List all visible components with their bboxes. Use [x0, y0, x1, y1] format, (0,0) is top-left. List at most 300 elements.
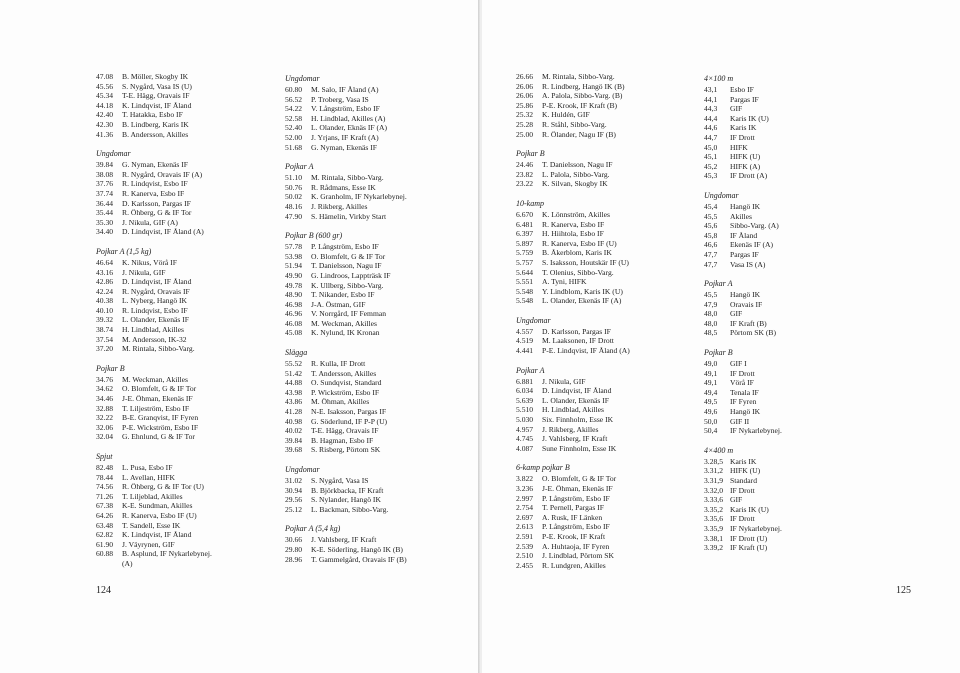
result-value: 37.54: [96, 334, 114, 344]
athlete-club: L. Olander, Ekenäs IF: [122, 315, 189, 325]
result-value: 48,5: [704, 328, 718, 338]
result-row: [516, 170, 630, 180]
result-value: 30.94: [285, 485, 303, 495]
result-value: 39.84: [96, 160, 114, 170]
section-heading: 6-kamp pojkar B: [516, 463, 570, 473]
athlete-club: R. Lindqvist, Esbo IF: [122, 305, 188, 315]
athlete-club: T. Nikander, Esbo IF: [311, 290, 375, 300]
athlete-club: B. Åkerblom, Karis IK: [542, 248, 612, 258]
result-value: 6.481: [516, 219, 534, 229]
result-row: [516, 346, 630, 356]
athlete-club: D. Karlsson, Pargas IF: [542, 326, 611, 336]
athlete-club: K. Silvan, Skogby IK: [542, 179, 608, 189]
result-value: 4.519: [516, 336, 534, 346]
athlete-club: IF Nykarlebynej.: [730, 426, 782, 436]
athlete-club: P-E. Krook, IF Kraft: [542, 531, 606, 541]
athlete-club: Y. Lindblom, Karis IK (U): [542, 286, 623, 296]
result-value: 40.10: [96, 305, 114, 315]
result-row: [96, 101, 212, 111]
result-row: [516, 503, 630, 513]
athlete-club: GIF: [730, 309, 743, 319]
athlete-club: Standard: [730, 476, 757, 485]
athlete-club: K. Huldén, GIF: [542, 110, 590, 120]
result-row: [516, 72, 630, 82]
result-row: [704, 152, 782, 162]
athlete-club: J-E. Öhman, Ekenäs IF: [542, 484, 613, 493]
result-row: [704, 171, 782, 181]
athlete-club: K-E. Sundman, Akilles: [122, 501, 193, 511]
result-row: [285, 143, 407, 153]
result-row: [704, 505, 782, 515]
result-value: 46.96: [285, 309, 303, 319]
athlete-club: S. Hämelin, Virkby Start: [311, 211, 387, 221]
athlete-club: K. Lönnström, Akilles: [542, 209, 610, 219]
result-row: [285, 300, 407, 310]
result-value: 5.757: [516, 257, 534, 267]
athlete-club: HIFK (A): [730, 161, 761, 171]
right-column-1: [516, 72, 630, 570]
athlete-club: HIFK: [730, 142, 748, 152]
result-value: 53.98: [285, 251, 303, 261]
result-row: [285, 114, 407, 124]
result-value: 3.39,2: [704, 543, 723, 553]
result-row: [704, 133, 782, 143]
result-row: [285, 417, 407, 427]
athlete-club: J. Rikberg, Akilles: [311, 201, 368, 211]
section-heading: Pojkar B (600 gr): [285, 231, 343, 241]
result-row: [704, 495, 782, 505]
result-row: [96, 218, 212, 228]
section-heading: Ungdomar: [516, 315, 551, 325]
result-row: [516, 91, 630, 101]
result-row: [704, 260, 782, 270]
result-row: [704, 290, 782, 300]
athlete-club: Vörå IF: [730, 378, 754, 388]
athlete-club: Hangö IK: [730, 201, 761, 211]
section-heading: Pojkar B: [704, 348, 733, 358]
result-value: 5.030: [516, 415, 534, 425]
section-heading: Pojkar B: [516, 149, 545, 159]
result-row: [704, 319, 782, 329]
result-row: [285, 359, 407, 369]
result-value: 47,7: [704, 249, 718, 259]
athlete-club: R. Kanerva, Esbo IF (U): [542, 238, 617, 248]
result-row: [516, 287, 630, 297]
athlete-club: D. Karlsson, Pargas IF: [122, 198, 191, 208]
athlete-club: IF Kraft (B): [730, 318, 767, 328]
result-value: 54.22: [285, 104, 303, 114]
athlete-club: J. Nikula, GIF: [542, 376, 586, 386]
result-value: 43.16: [96, 267, 114, 277]
result-row: [704, 202, 782, 212]
athlete-club: L. Olander, Ekenäs IF (A): [542, 296, 622, 306]
athlete-club: GIF: [730, 495, 743, 505]
athlete-club: D. Lindqvist, IF Åland: [542, 386, 612, 396]
result-row: [516, 561, 630, 571]
result-value: 3.236: [516, 484, 534, 493]
result-value: 51.10: [285, 173, 303, 183]
result-row: [516, 120, 630, 130]
result-value: 45.56: [96, 81, 114, 91]
result-row: [516, 239, 630, 249]
result-value: 50,0: [704, 416, 718, 426]
athlete-club: O. Blomfelt, G & IF Tor: [122, 384, 197, 394]
result-row: [96, 258, 212, 268]
result-value: 45,1: [704, 152, 718, 162]
result-value: 38.74: [96, 325, 114, 335]
result-row: [285, 445, 407, 455]
result-value: 6.881: [516, 376, 534, 386]
athlete-club: Karis IK: [730, 123, 757, 133]
result-value: 2.539: [516, 541, 534, 551]
athlete-club: V. Norrgård, IF Femman: [311, 309, 387, 319]
athlete-club: V. Långström, Esbo IF: [311, 104, 380, 114]
athlete-club: J-E. Öhman, Ekenäs IF: [122, 394, 193, 404]
athlete-club: G. Ehnlund, G & IF Tor: [122, 432, 195, 442]
result-value: 6.670: [516, 209, 534, 219]
athlete-club: S. Nygård, Vasa IS: [311, 476, 369, 485]
result-value: 44,7: [704, 132, 718, 142]
result-value: 40.02: [285, 426, 303, 436]
result-row: [96, 335, 212, 345]
result-row: [96, 120, 212, 130]
result-value: 47.08: [96, 72, 114, 81]
athlete-club: B. Asplund, IF Nykarlebynej.: [122, 549, 212, 559]
result-row: [704, 114, 782, 124]
result-value: 42.30: [96, 119, 114, 129]
result-value: 26.66: [516, 72, 534, 81]
athlete-club: S. Risberg, Pörtom SK: [311, 445, 381, 455]
athlete-club: IF Drott: [730, 368, 755, 378]
athlete-club: S. Nylander, Hangö IK: [311, 495, 381, 505]
athlete-club: L. Palola, Sibbo-Varg.: [542, 169, 610, 179]
athlete-club: Tenala IF: [730, 387, 759, 397]
athlete-club: P. Wickström, Esbo IF: [311, 387, 380, 397]
section-heading: Ungdomar: [285, 74, 320, 83]
result-value: 31.02: [285, 476, 303, 485]
result-row: [285, 183, 407, 193]
athlete-club: B. Andersson, Akilles: [122, 129, 189, 139]
result-value: 4.745: [516, 434, 534, 444]
athlete-club: Pargas IF: [730, 249, 759, 259]
result-value: 23.22: [516, 179, 534, 189]
athlete-club: M. Öhman, Akilles: [311, 397, 370, 407]
athlete-club: P. Långström, Esbo IF: [542, 522, 610, 532]
result-value: 39.84: [285, 435, 303, 445]
result-row: [704, 309, 782, 319]
athlete-club: A. Palola, Sibbo-Varg. (B): [542, 91, 623, 101]
result-row: [285, 505, 407, 515]
result-value: 2.697: [516, 512, 534, 522]
result-row: [285, 133, 407, 143]
result-value: 49,1: [704, 378, 718, 388]
result-value: 28.96: [285, 554, 303, 564]
result-value: 4.441: [516, 346, 534, 356]
athlete-club: T. Sandell, Esse IK: [122, 520, 181, 530]
athlete-club: G. Söderlund, IF P-P (U): [311, 416, 388, 426]
result-row: [285, 476, 407, 486]
result-value: 25.32: [516, 110, 534, 120]
result-row: [285, 436, 407, 446]
right-page: [482, 0, 960, 673]
result-value: 49,1: [704, 368, 718, 378]
athlete-club: T-E. Hägg, Oravais IF: [122, 91, 190, 101]
result-row: [704, 104, 782, 114]
athlete-club: M. Rintala, Sibbo-Varg.: [122, 344, 195, 354]
result-value: 61.90: [96, 539, 114, 549]
result-row: [96, 306, 212, 316]
result-value: 41.36: [96, 129, 114, 139]
result-value: 5.639: [516, 395, 534, 405]
result-row: [516, 268, 630, 278]
result-value: 4.557: [516, 326, 534, 336]
left-column-2: [285, 72, 407, 564]
result-value: 3.31,2: [704, 466, 723, 476]
athlete-club: T. Liljeström, Esbo IF: [122, 403, 190, 413]
result-row: [285, 290, 407, 300]
result-row: [285, 123, 407, 133]
athlete-club: IF Drott (U): [730, 533, 768, 543]
result-row: [516, 434, 630, 444]
athlete-club: Hangö IK: [730, 290, 761, 300]
result-value: 48,0: [704, 309, 718, 319]
athlete-club: K. Lindqvist, IF Åland: [122, 530, 192, 540]
result-value: 47,9: [704, 299, 718, 309]
result-value: 5.510: [516, 405, 534, 415]
athlete-club: R. Lindqvist, Esbo IF: [122, 179, 188, 189]
athlete-club: A. Huhtaoja, IF Fyren: [542, 541, 610, 551]
athlete-club: Ekenäs IF (A): [730, 240, 774, 250]
result-value: 46.08: [285, 318, 303, 328]
result-row: [285, 319, 407, 329]
result-value: 52.00: [285, 132, 303, 142]
athlete-club: R. Nygård, Oravais IF (A): [122, 169, 203, 179]
result-row: [516, 542, 630, 552]
athlete-club: T-E. Hägg, Oravais IF: [311, 426, 379, 436]
result-row: [96, 199, 212, 209]
athlete-club: B-E. Granqvist, IF Fyren: [122, 413, 199, 423]
result-row: [704, 95, 782, 105]
result-value: 37.76: [96, 179, 114, 189]
result-value: 82.48: [96, 463, 114, 472]
result-row: [516, 248, 630, 258]
athlete-club: Six. Finnholm, Esse IK: [542, 415, 614, 425]
left-column-1: [96, 72, 212, 569]
result-row: [516, 396, 630, 406]
result-row: [516, 160, 630, 170]
athlete-club: S. Isaksson, Houtskär IF (U): [542, 257, 629, 267]
result-value: 45,6: [704, 221, 718, 231]
athlete-club: T. Danielsson, Nagu IF: [311, 261, 382, 271]
result-row: [285, 85, 407, 95]
result-value: 29.80: [285, 544, 303, 554]
result-row: [516, 327, 630, 337]
result-value: 32.22: [96, 413, 114, 423]
result-row: [516, 425, 630, 435]
result-row: [285, 407, 407, 417]
result-value: 42.40: [96, 110, 114, 120]
result-value: 5.548: [516, 286, 534, 296]
result-value: 3.35,2: [704, 504, 723, 514]
result-value: 45,5: [704, 211, 718, 221]
result-value: 52.58: [285, 113, 303, 123]
result-row: [516, 179, 630, 189]
result-value: 63.48: [96, 520, 114, 530]
athlete-club: D. Lindqvist, IF Åland (A): [122, 227, 204, 237]
result-row: [96, 540, 212, 550]
result-value: 34.40: [96, 227, 114, 237]
athlete-club: IF Drott: [730, 485, 755, 495]
athlete-club: IF Drott (A): [730, 171, 768, 181]
result-row: [516, 405, 630, 415]
result-value: 34.46: [96, 394, 114, 404]
result-value: 3.822: [516, 474, 534, 484]
athlete-club: P-E. Wickström, Esbo IF: [122, 422, 199, 432]
athlete-club: IF Fyren: [730, 397, 757, 407]
athlete-club: N-E. Isaksson, Pargas IF: [311, 407, 387, 417]
result-row: [704, 514, 782, 524]
result-row: [704, 457, 782, 467]
athlete-club: R. Lundgren, Akilles: [542, 560, 606, 570]
result-value: 45,2: [704, 161, 718, 171]
athlete-club: J. Nikula, GIF (A): [122, 217, 178, 227]
result-row: [704, 397, 782, 407]
result-value: 47,7: [704, 259, 718, 269]
athlete-club: A. Tyni, HIFK: [542, 277, 587, 287]
result-row: [704, 162, 782, 172]
result-row: [96, 82, 212, 92]
result-row: [704, 212, 782, 222]
athlete-club: IF Kraft (U): [730, 543, 768, 553]
section-heading: 10-kamp: [516, 198, 544, 208]
result-row: [704, 231, 782, 241]
result-row: [704, 476, 782, 486]
result-value: 2.997: [516, 493, 534, 503]
result-value: 32.04: [96, 432, 114, 442]
result-value: 35.44: [96, 208, 114, 218]
result-row: [96, 189, 212, 199]
result-value: 2.754: [516, 503, 534, 513]
result-value: 49.78: [285, 280, 303, 290]
result-row: [96, 91, 212, 101]
athlete-club: G. Lindroos, Lappträsk IF: [311, 270, 391, 280]
athlete-club: B. Lindberg, Karis IK: [122, 119, 189, 129]
section-heading: Spjut: [96, 452, 113, 461]
result-value: 67.38: [96, 501, 114, 511]
result-row: [704, 240, 782, 250]
athlete-club: K. Granholm, IF Nykarlebynej.: [311, 192, 407, 202]
result-row: [704, 221, 782, 231]
result-row: [285, 426, 407, 436]
result-row: [516, 82, 630, 92]
section-heading: Slägga: [285, 348, 308, 358]
result-value: 45,0: [704, 142, 718, 152]
result-value: 40.38: [96, 296, 114, 306]
result-value: 44,6: [704, 123, 718, 133]
athlete-club: GIF II: [730, 416, 750, 426]
result-row: [704, 543, 782, 553]
result-value: 51.68: [285, 142, 303, 152]
athlete-club: M. Andersson, IK-32: [122, 334, 187, 344]
athlete-club: L. Olander, Eknäs IF (A): [311, 123, 388, 133]
result-value: 29.56: [285, 495, 303, 505]
result-value: 45.34: [96, 91, 114, 101]
result-row: [96, 375, 212, 385]
result-value: 3.28,5: [704, 456, 723, 466]
result-row: [516, 532, 630, 542]
athlete-club: Esbo IF: [730, 85, 754, 94]
athlete-club: GIF I: [730, 359, 747, 369]
athlete-club: J. Rikberg, Akilles: [542, 424, 599, 434]
result-value: 46.64: [96, 257, 114, 267]
result-row: [96, 130, 212, 140]
result-row: [285, 388, 407, 398]
athlete-club: T. Pernell, Pargas IF: [542, 503, 604, 513]
result-row: [96, 463, 212, 473]
result-row: [96, 423, 212, 433]
result-value: 50.02: [285, 192, 303, 202]
result-value: 6.397: [516, 229, 534, 239]
section-heading: Ungdomar: [704, 190, 739, 200]
result-value: 47.90: [285, 211, 303, 221]
result-value: 56.52: [285, 94, 303, 104]
athlete-club: Pargas IF: [730, 94, 759, 104]
athlete-club: B. Björkbacka, IF Kraft: [311, 485, 384, 495]
result-row: [704, 534, 782, 544]
result-value: 44,4: [704, 113, 718, 123]
result-row: [516, 110, 630, 120]
result-row: [96, 268, 212, 278]
athlete-club: P. Långström, Esbo IF: [311, 242, 379, 252]
athlete-club: K-E. Söderling, Hangö IK (B): [311, 544, 403, 554]
result-value: 45,8: [704, 230, 718, 240]
result-row: [285, 173, 407, 183]
section-heading: 4×100 m: [704, 74, 734, 83]
result-value: 37.20: [96, 344, 114, 354]
athlete-club: R. Öhberg, G & IF Tor: [122, 208, 192, 218]
result-row: [704, 524, 782, 534]
athlete-club: G. Nyman, Ekenäs IF: [311, 142, 378, 152]
result-value: 43.98: [285, 387, 303, 397]
athlete-club: L. Nyberg, Hangö IK: [122, 296, 188, 306]
athlete-club: K. Nylund, IK Kronan: [311, 328, 380, 338]
result-row: [285, 281, 407, 291]
result-row: [96, 492, 212, 502]
result-row: [285, 95, 407, 105]
result-value: 39.68: [285, 445, 303, 455]
athlete-club: J. Nikula, GIF: [122, 267, 166, 277]
athlete-club: H. Lindblad, Akilles: [542, 405, 605, 415]
result-row: [285, 545, 407, 555]
athlete-club: M. Weckman, Akilles: [311, 318, 377, 328]
athlete-club: R. Kanerva, Esbo IF (U): [122, 510, 197, 520]
athlete-club: R. Lindberg, Hangö IK (B): [542, 81, 625, 91]
athlete-club: D. Lindqvist, IF Åland: [122, 277, 192, 287]
result-row: [704, 417, 782, 427]
result-row: [704, 388, 782, 398]
result-row: [704, 123, 782, 133]
result-row: [96, 287, 212, 297]
result-row: [516, 484, 630, 494]
result-row: [285, 328, 407, 338]
athlete-club: K. Lindqvist, IF Åland: [122, 100, 192, 110]
result-row: [96, 549, 212, 559]
result-row: [96, 277, 212, 287]
section-heading: Pojkar A (5,4 kg): [285, 524, 341, 534]
result-row: [516, 229, 630, 239]
result-value: 42.86: [96, 277, 114, 287]
result-value: 49,4: [704, 387, 718, 397]
